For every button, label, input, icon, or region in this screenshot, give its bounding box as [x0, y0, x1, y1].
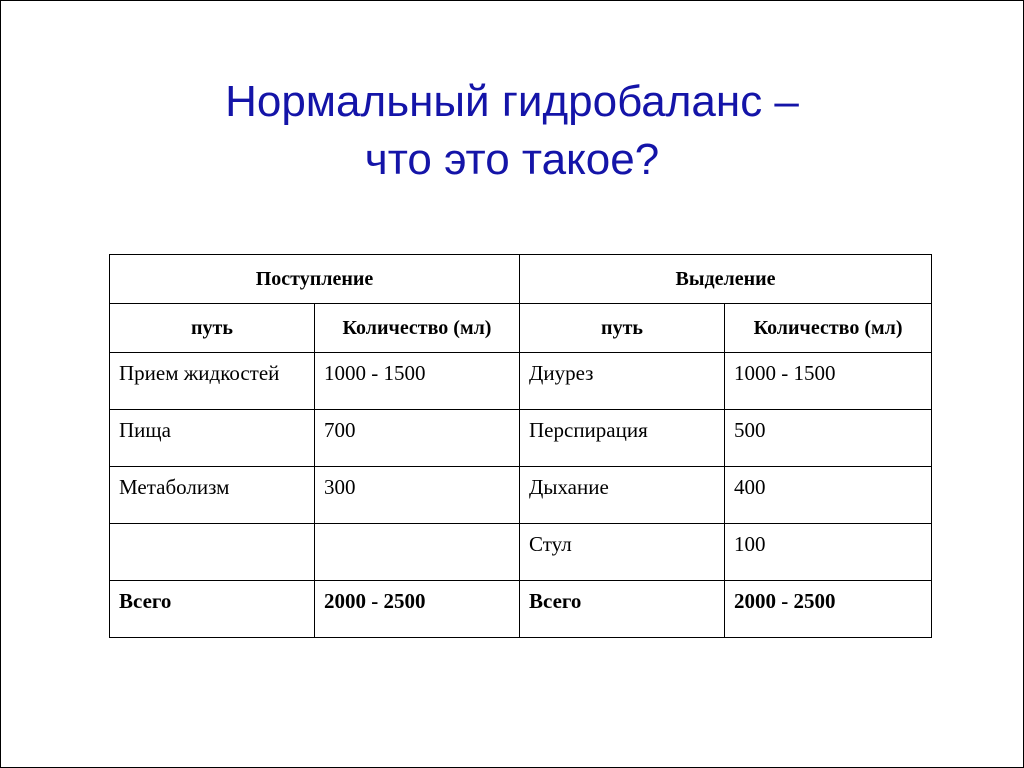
group-intake-header: Поступление [110, 255, 520, 304]
table-cell [315, 524, 520, 581]
column-header-output-path: путь [520, 304, 725, 353]
table-cell: Стул [520, 524, 725, 581]
title-line-2: что это такое? [364, 135, 660, 184]
table-row [110, 524, 932, 581]
water-balance-table [109, 254, 932, 638]
total-intake-label: Всего [110, 581, 315, 638]
table-cell: 1000 - 1500 [725, 353, 932, 410]
table-row [110, 410, 932, 467]
table-cell: 1000 - 1500 [315, 353, 520, 410]
table-cell: Прием жидкостей [110, 353, 315, 410]
table-cell: 400 [725, 467, 932, 524]
table-row [110, 353, 932, 410]
group-output-header: Выделение [520, 255, 932, 304]
table-cell: Пища [110, 410, 315, 467]
slide-title [1, 73, 1023, 189]
table-cell: 500 [725, 410, 932, 467]
table-cell: 300 [315, 467, 520, 524]
table-cell: Метаболизм [110, 467, 315, 524]
table-cell: 100 [725, 524, 932, 581]
total-output-label: Всего [520, 581, 725, 638]
table-cell: Перспирация [520, 410, 725, 467]
total-row [110, 581, 932, 638]
table-cell: Дыхание [520, 467, 725, 524]
group-header-row [110, 255, 932, 304]
column-header-row [110, 304, 932, 353]
column-header-intake-amount: Количество (мл) [315, 304, 520, 353]
total-output-amount: 2000 - 2500 [725, 581, 932, 638]
column-header-output-amount: Количество (мл) [725, 304, 932, 353]
title-line-1: Нормальный гидробаланс – [225, 77, 799, 126]
table-cell: 700 [315, 410, 520, 467]
table-cell [110, 524, 315, 581]
total-intake-amount: 2000 - 2500 [315, 581, 520, 638]
column-header-intake-path: путь [110, 304, 315, 353]
table-cell: Диурез [520, 353, 725, 410]
table-row [110, 467, 932, 524]
